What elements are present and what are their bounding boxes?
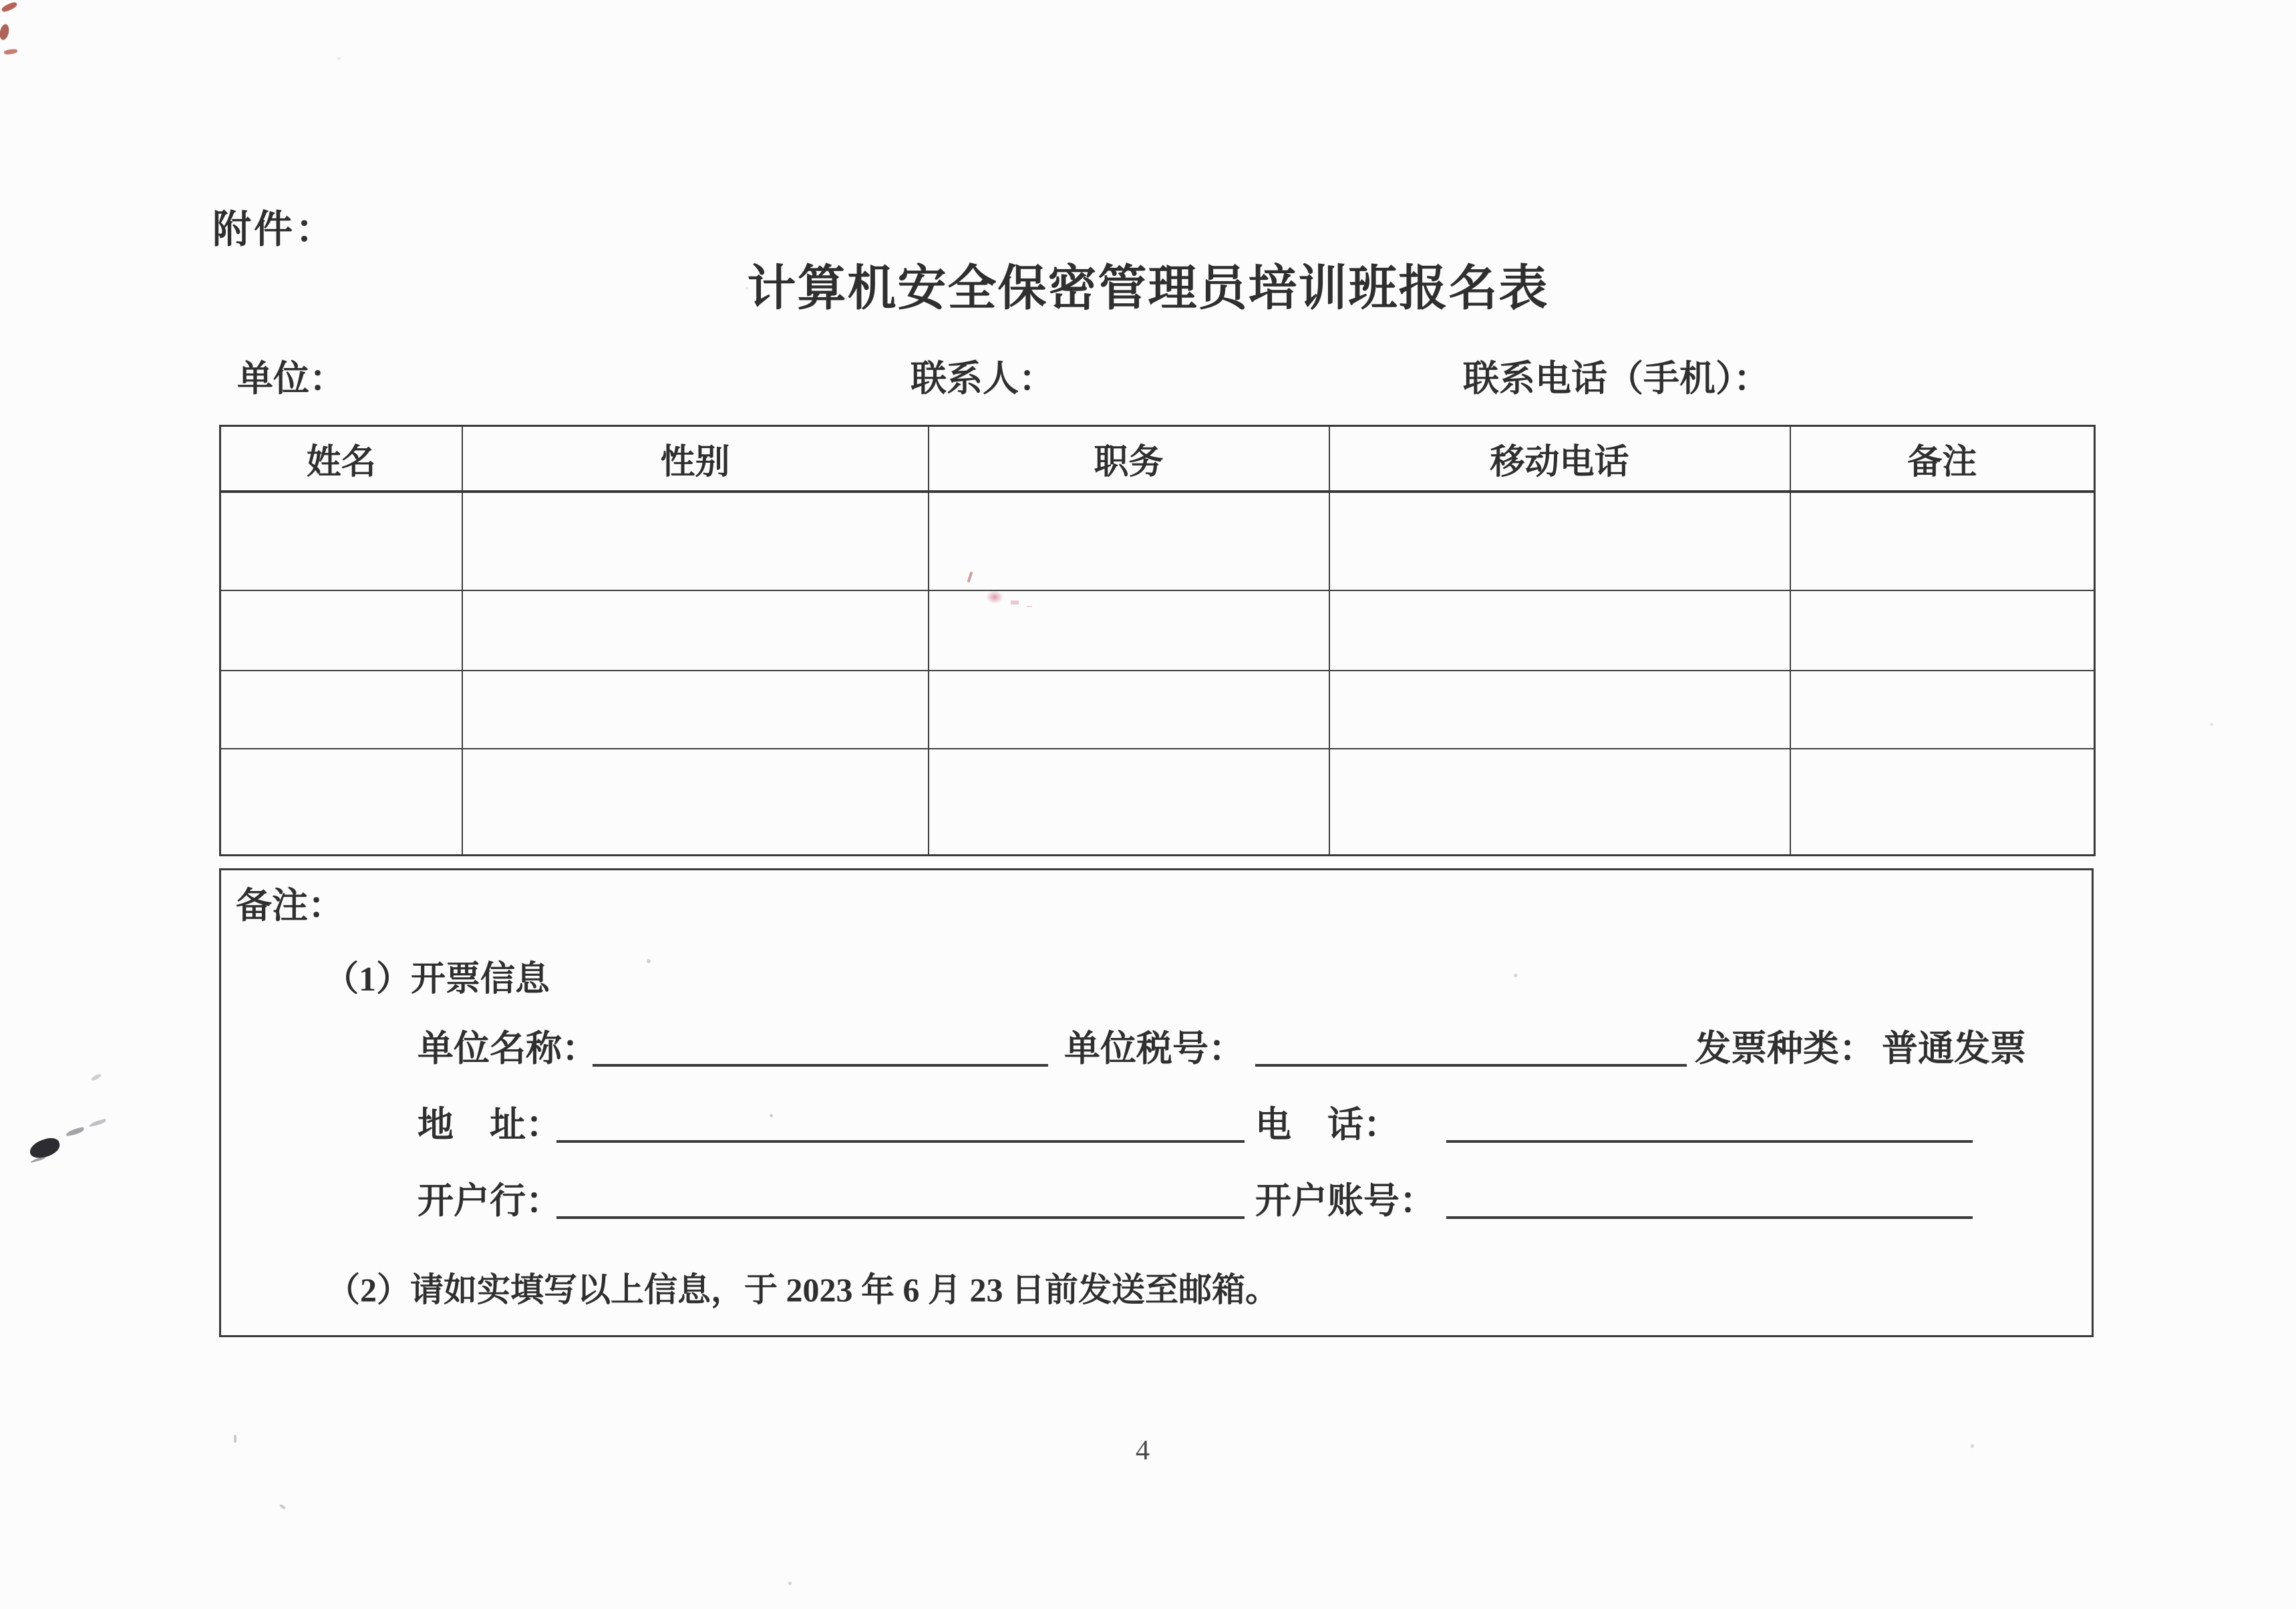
table-cell <box>1329 749 1790 856</box>
form-title: 计算机安全保密管理员培训班报名表 <box>747 261 1549 315</box>
table-cell <box>1790 590 2095 671</box>
table-cell <box>220 749 462 856</box>
scan-speck <box>234 1435 236 1443</box>
attachment-label: 附件： <box>212 208 337 251</box>
scan-speck <box>337 57 341 60</box>
invoice-info-heading: （1）开票信息 <box>324 960 550 999</box>
unit-label: 单位： <box>237 359 345 399</box>
tax-id-label: 单位税号： <box>1064 1029 1245 1069</box>
contact-person-label: 联系人： <box>911 359 1055 399</box>
table-cell <box>1790 492 2095 590</box>
table-cell <box>1329 492 1790 590</box>
table-cell <box>220 492 462 590</box>
table-cell <box>929 590 1329 671</box>
telephone-blank-line <box>1446 1101 1973 1143</box>
table-row <box>220 749 2095 856</box>
invoice-type-label: 发票种类： <box>1695 1029 1875 1069</box>
table-cell <box>1329 590 1790 671</box>
submission-deadline-note: （2）请如实填写以上信息，于 2023 年 6 月 23 日前发送至邮箱。 <box>327 1271 1279 1308</box>
table-cell <box>1329 671 1790 749</box>
table-row <box>220 671 2095 749</box>
col-header-position: 职务 <box>929 426 1329 492</box>
table-cell <box>462 492 929 590</box>
red-ink-mark <box>1 1 18 13</box>
table-header-row <box>220 426 2095 492</box>
bank-label: 开户行： <box>418 1181 562 1221</box>
scan-smudge <box>91 1073 102 1081</box>
address-label: 地 址： <box>418 1105 562 1145</box>
table-cell <box>1790 749 2095 856</box>
notes-label: 备注： <box>236 886 344 926</box>
col-header-name: 姓名 <box>220 426 462 492</box>
page-number: 4 <box>1136 1435 1150 1466</box>
table-row <box>220 492 2095 590</box>
table-cell <box>220 671 462 749</box>
tax-id-blank-line <box>1255 1025 1687 1067</box>
scan-speck <box>1971 1444 1974 1448</box>
bank-account-blank-line <box>1446 1178 1973 1219</box>
table-cell <box>220 590 462 671</box>
bank-blank-line <box>556 1178 1245 1219</box>
invoice-type-value: 普通发票 <box>1882 1029 2026 1069</box>
table-cell <box>462 671 929 749</box>
scan-speck <box>2210 723 2213 726</box>
col-header-remark: 备注 <box>1790 426 2095 492</box>
address-blank-line <box>556 1101 1245 1143</box>
table-cell <box>462 749 929 856</box>
col-header-gender: 性别 <box>462 426 929 492</box>
table-cell <box>462 590 929 671</box>
table-cell <box>929 749 1329 856</box>
notes-box <box>219 868 2094 1337</box>
ink-blot-artifact <box>27 1135 61 1160</box>
scan-speck <box>788 1582 792 1585</box>
contact-phone-label: 联系电话（手机）： <box>1463 359 1770 399</box>
unit-name-blank-line <box>593 1025 1048 1067</box>
bank-account-label: 开户账号： <box>1255 1181 1436 1221</box>
registration-table <box>219 425 2096 856</box>
col-header-mobile: 移动电话 <box>1329 426 1790 492</box>
telephone-label: 电 话： <box>1255 1105 1400 1145</box>
table-row <box>220 590 2095 671</box>
scan-speck <box>279 1503 286 1509</box>
table-cell <box>929 671 1329 749</box>
red-ink-mark <box>4 49 18 55</box>
red-ink-mark <box>0 23 10 41</box>
unit-name-label: 单位名称： <box>418 1029 598 1069</box>
table-cell <box>1790 671 2095 749</box>
table-cell <box>929 492 1329 590</box>
